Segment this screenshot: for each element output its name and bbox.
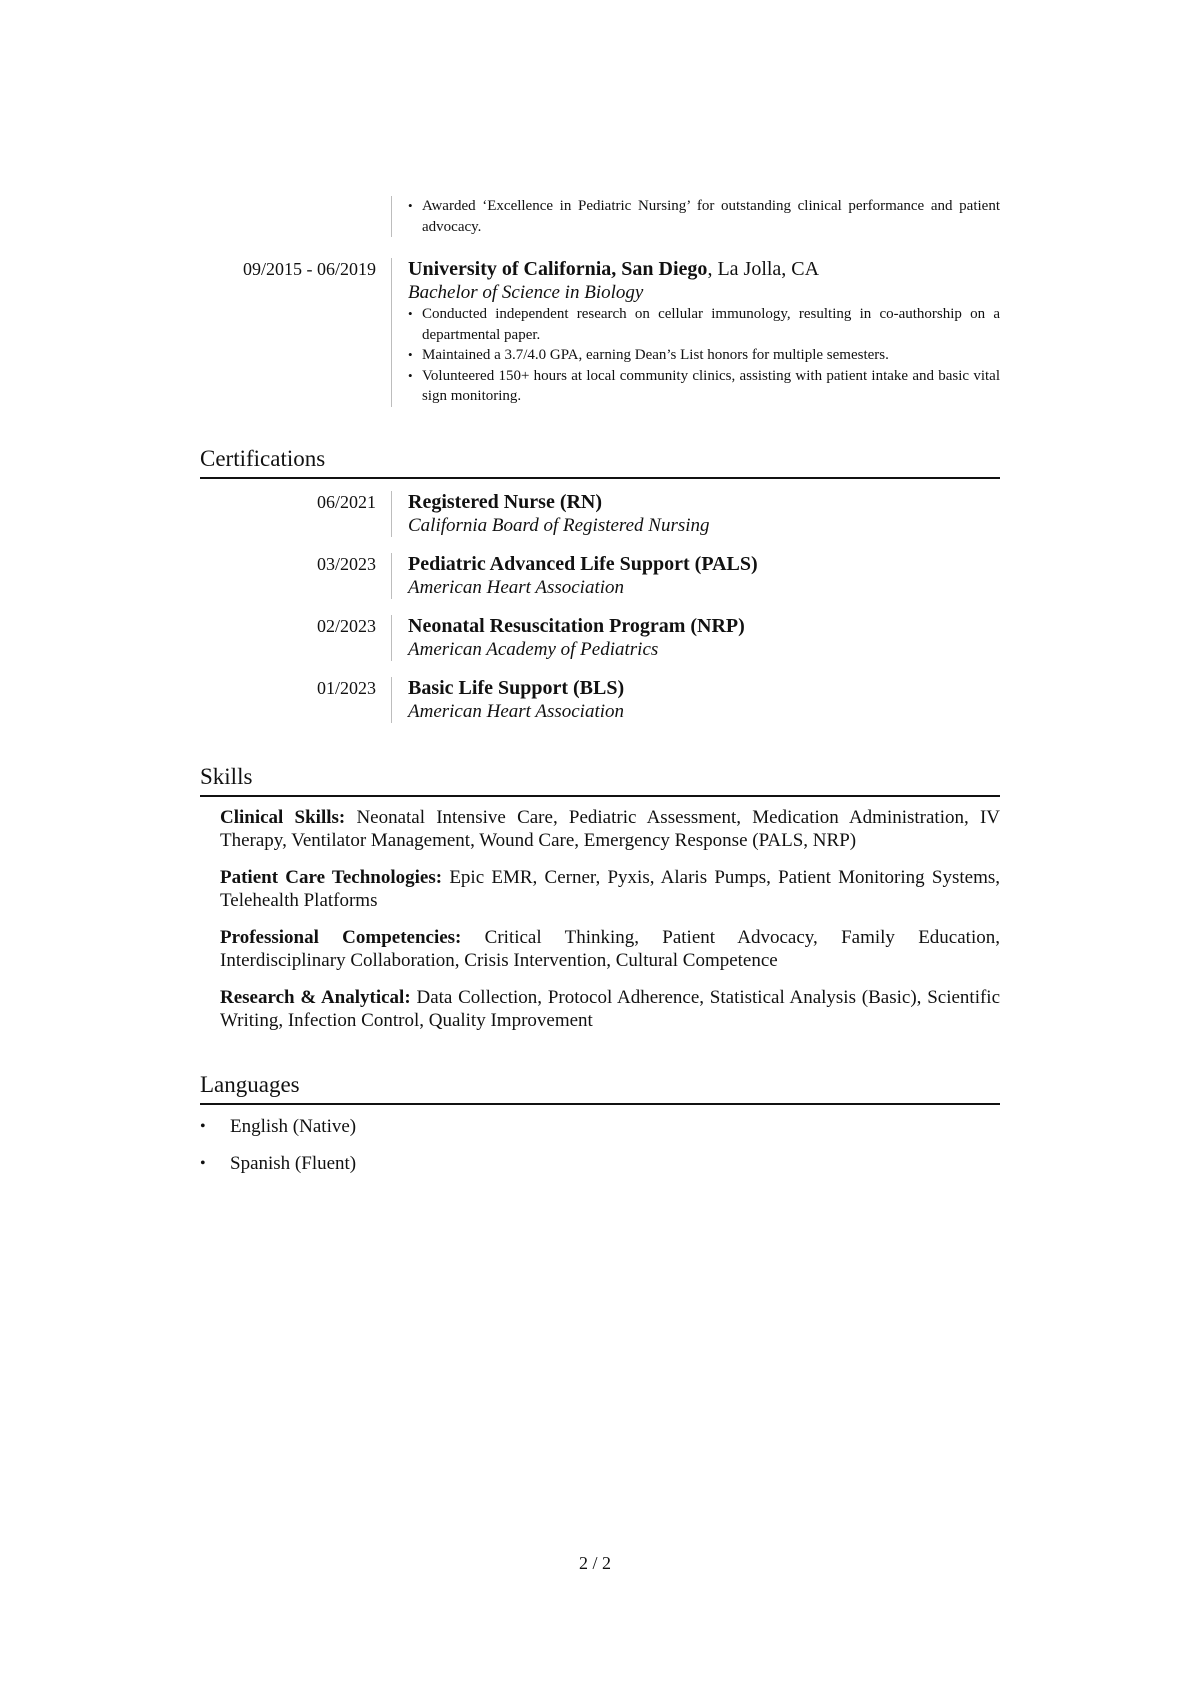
education-carryover [200, 196, 1000, 237]
institution-line [408, 258, 1000, 281]
certification-title: Registered Nurse (RN) [408, 490, 603, 513]
skill-group-label: Research & Analytical: [220, 986, 411, 1008]
skill-group [220, 866, 1000, 913]
certification-title: Neonatal Resuscitation Program (NRP) [408, 614, 745, 637]
skill-group [220, 986, 1000, 1033]
certification-item [200, 553, 1000, 599]
bullet: • Conducted independent research on cellular immunology, resulting in co-authorship on a departmental paper. [408, 304, 1000, 345]
certification-item [200, 615, 1000, 661]
certification-title: Basic Life Support (BLS) [408, 676, 625, 699]
certification-issuer: American Heart Association [408, 576, 625, 598]
education-entry [200, 258, 1000, 407]
certification-title: Pediatric Advanced Life Support (PALS) [408, 552, 758, 575]
language-item: • Spanish (Fluent) [200, 1152, 1000, 1175]
resume-page [200, 196, 1000, 1189]
certification-date: 06/2021 [316, 491, 376, 512]
certification-date: 01/2023 [316, 677, 376, 698]
bullet: • Awarded ‘Excellence in Pediatric Nursing’ for outstanding clinical performance and patient advocacy. [408, 196, 1000, 237]
page-number: 2 / 2 [578, 1553, 611, 1573]
institution-name: University of California, San Diego [408, 258, 708, 280]
skill-group-items: Epic EMR, Cerner, Pyxis, Alaris Pumps, Patient Monitoring Systems, Telehealth Platforms [220, 866, 1000, 911]
skills-heading: Skills [200, 763, 1000, 797]
certification-issuer: California Board of Registered Nursing [408, 514, 710, 536]
skills-list [200, 806, 1000, 1033]
skill-group [220, 806, 1000, 853]
degree: Bachelor of Science in Biology [408, 282, 644, 303]
certification-date: 03/2023 [316, 553, 376, 574]
certifications-heading: Certifications [200, 445, 1000, 479]
carryover-bullets [408, 196, 1000, 237]
skill-group-items: Critical Thinking, Patient Advocacy, Family Education, Interdisciplinary Collaboration, Crisis Intervention, Cultural Competence [220, 926, 1000, 971]
skill-group-items: Data Collection, Protocol Adherence, Statistical Analysis (Basic), Scientific Writing, Infection Control, Quality Improvement [220, 986, 1001, 1031]
certification-issuer: American Heart Association [408, 700, 625, 722]
bullet: • Maintained a 3.7/4.0 GPA, earning Dean’s List honors for multiple semesters. [408, 345, 1000, 366]
certification-item [200, 491, 1000, 537]
certification-date: 02/2023 [316, 615, 376, 636]
bullet: • Volunteered 150+ hours at local community clinics, assisting with patient intake and basic vital sign monitoring. [408, 366, 1000, 407]
skill-group-items: Neonatal Intensive Care, Pediatric Assessment, Medication Administration, IV Therapy, Ventilator Management, Wound Care, Emergency Response (PALS, NRP) [220, 806, 1000, 851]
skill-group [220, 926, 1000, 973]
skill-group-label: Clinical Skills: [220, 806, 346, 828]
certification-item [200, 677, 1000, 723]
education-dates: 09/2015 - 06/2019 [243, 259, 376, 279]
certifications-list [200, 491, 1000, 723]
languages-list [200, 1115, 1000, 1175]
language-item: • English (Native) [200, 1115, 1000, 1138]
education-bullets [408, 304, 1000, 407]
institution-location: , La Jolla, CA [707, 258, 820, 280]
skill-group-label: Patient Care Technologies: [220, 866, 443, 888]
languages-heading: Languages [200, 1071, 1000, 1105]
certification-issuer: American Academy of Pediatrics [408, 638, 659, 660]
skill-group-label: Professional Competencies: [220, 926, 462, 948]
